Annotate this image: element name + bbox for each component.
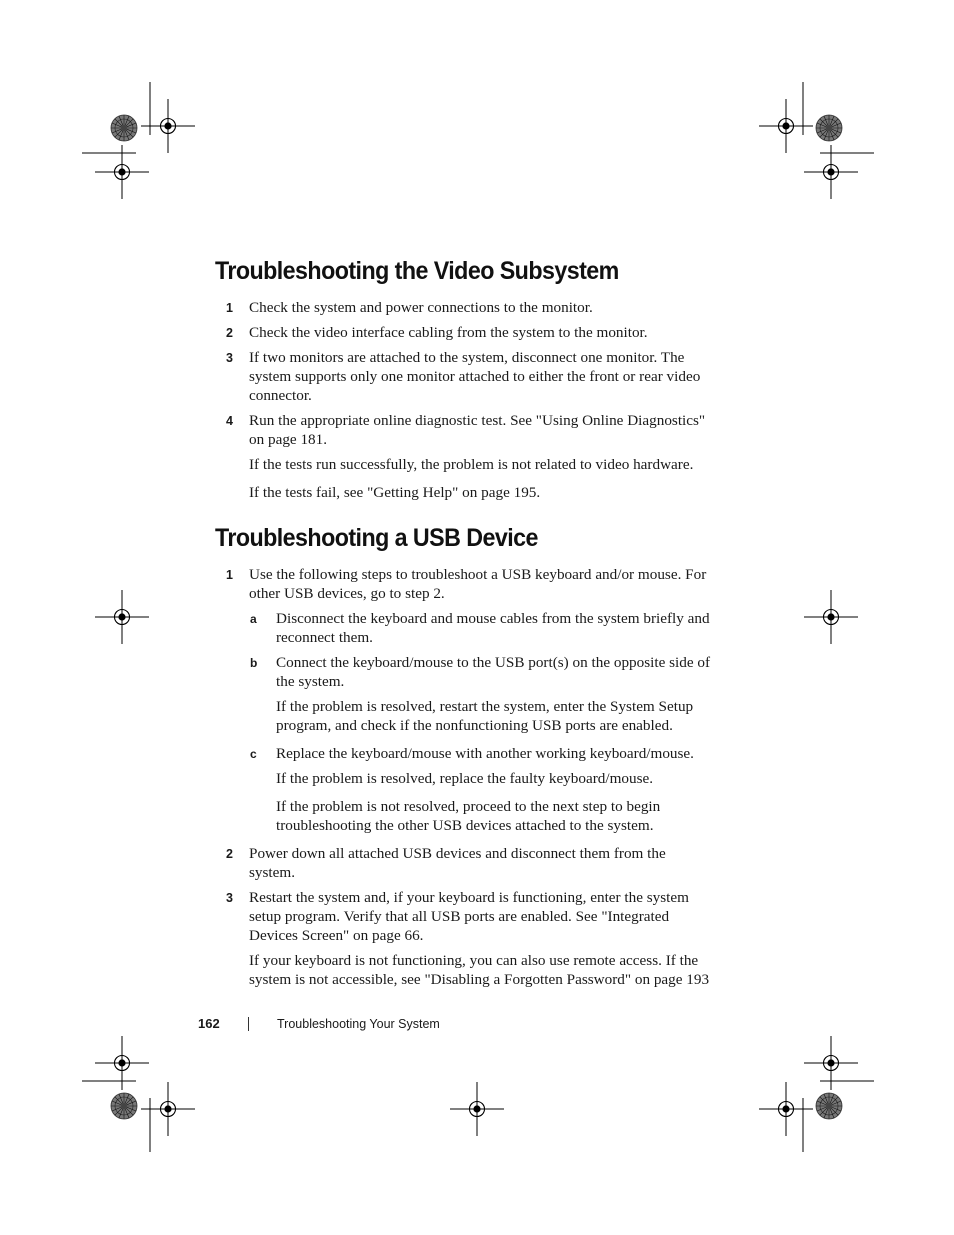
usb-substep-a	[215, 609, 715, 647]
step-text: Power down all attached USB devices and disconnect them from the system.	[249, 845, 666, 881]
usb-step-3	[215, 888, 715, 945]
step-text: If two monitors are attached to the system, disconnect one monitor. The system supports only one monitor attached to either the front or rear video connector.	[249, 349, 701, 404]
usb-step-1	[215, 565, 715, 603]
usb-substep-c-note-resolved: If the problem is resolved, replace the faulty keyboard/mouse.	[276, 770, 654, 787]
page-content	[215, 255, 715, 998]
video-step-3	[215, 348, 715, 405]
video-note-success: If the tests run successfully, the problem is not related to video hardware.	[249, 456, 694, 473]
usb-substep-c-note-unresolved: If the problem is not resolved, proceed to the next step to begin troubleshooting the other USB devices attached to the system.	[276, 798, 661, 834]
section-heading-usb: Troubleshooting a USB Device	[215, 524, 538, 552]
step-text: Check the video interface cabling from the system to the monitor.	[249, 324, 648, 341]
usb-final-note: If your keyboard is not functioning, you can also use remote access. If the system is not accessible, see "Disabling a Forgotten Password" on page 193	[249, 952, 710, 988]
substep-text: Connect the keyboard/mouse to the USB port(s) on the opposite side of the system.	[276, 654, 711, 690]
step-number: 1	[226, 568, 233, 582]
substep-letter: c	[250, 747, 257, 761]
step-number: 3	[226, 891, 233, 905]
substep-letter: a	[250, 612, 257, 626]
usb-substep-b	[215, 653, 715, 691]
step-number: 1	[226, 301, 233, 315]
page-number: 162	[198, 1016, 220, 1031]
footer-section-name: Troubleshooting Your System	[277, 1017, 440, 1031]
usb-step-2	[215, 844, 715, 882]
step-text: Run the appropriate online diagnostic test. See "Using Online Diagnostics" on page 181.	[249, 412, 706, 448]
step-text: Check the system and power connections to the monitor.	[249, 299, 593, 316]
usb-substep-c	[215, 744, 715, 763]
footer-divider	[248, 1017, 249, 1031]
section-heading-video: Troubleshooting the Video Subsystem	[215, 257, 619, 285]
video-note-fail: If the tests fail, see "Getting Help" on page 195.	[249, 484, 541, 501]
step-text: Restart the system and, if your keyboard is functioning, enter the system setup program. Verify that all USB ports are enabled. See "Integrated Devices Screen" on page 66.	[249, 889, 689, 944]
video-step-2	[215, 323, 715, 342]
substep-text: Disconnect the keyboard and mouse cables from the system briefly and reconnect them.	[276, 610, 710, 646]
substep-letter: b	[250, 656, 258, 670]
step-text: Use the following steps to troubleshoot a USB keyboard and/or mouse. For other USB devices, go to step 2.	[249, 566, 707, 602]
video-step-1	[215, 298, 715, 317]
usb-substep-b-note: If the problem is resolved, restart the system, enter the System Setup program, and check if the nonfunctioning USB ports are enabled.	[276, 698, 694, 734]
step-number: 2	[226, 847, 233, 861]
substep-text: Replace the keyboard/mouse with another working keyboard/mouse.	[276, 745, 694, 762]
step-number: 4	[226, 414, 233, 428]
video-step-4	[215, 411, 715, 449]
step-number: 3	[226, 351, 233, 365]
step-number: 2	[226, 326, 233, 340]
